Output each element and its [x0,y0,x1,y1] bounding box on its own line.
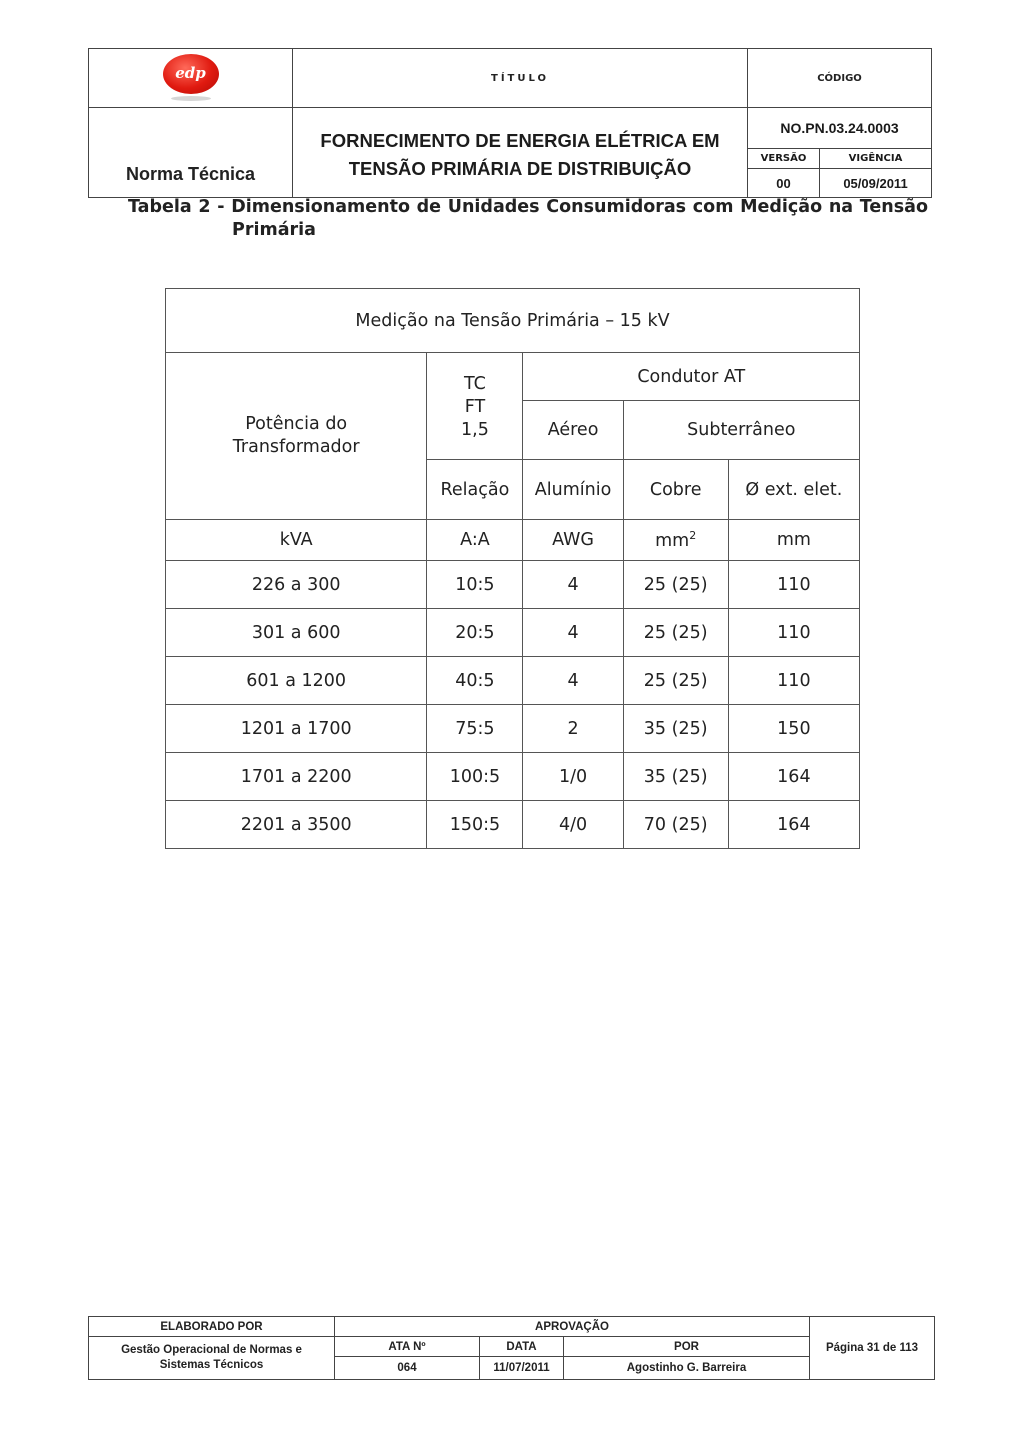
cell-relacao: 100:5 [427,753,523,801]
document-footer [88,1316,935,1380]
cell-cobre: 70 (25) [623,801,728,849]
cell-ext: 164 [728,801,859,849]
cell-aluminio: 4 [523,561,623,609]
tc-label: TC [463,374,486,394]
col-header-cobre: Cobre [623,460,728,520]
cell-relacao: 40:5 [427,657,523,705]
cell-potencia: 2201 a 3500 [166,801,427,849]
cell-potencia: 1701 a 2200 [166,753,427,801]
caption-word: na [828,197,854,217]
col-header-aluminio: Alumínio [523,460,623,520]
caption-word: - [217,197,225,217]
table-row [166,801,860,849]
cell-potencia: 301 a 600 [166,609,427,657]
versao-value: 00 [748,169,820,198]
col-header-aereo: Aéreo [523,401,623,460]
caption-word: Tabela [128,197,192,217]
ft-label: FT [464,397,486,417]
cell-ext: 150 [728,705,859,753]
document-header [88,48,932,198]
elaborado-value: Gestão Operacional de Normas e Sistemas Técnicos [89,1337,335,1380]
cell-aluminio: 2 [523,705,623,753]
document-title-line1: FORNECIMENTO DE ENERGIA ELÉTRICA EM [320,129,720,151]
unit-mm2: $mm^2$ [623,520,728,561]
table-title: Medição na Tensão Primária – 15 kV [166,289,860,353]
unit-awg: AWG [523,520,623,561]
caption-line1 [128,196,928,219]
cell-potencia: 226 a 300 [166,561,427,609]
page-number: Página 31 de 113 [810,1317,935,1380]
cell-relacao: 150:5 [427,801,523,849]
caption-word: Medição [740,197,823,217]
table-row [166,609,860,657]
por-value: Agostinho G. Barreira [564,1357,810,1380]
table-row [166,657,860,705]
col-header-subterraneo: Subterrâneo [623,401,859,460]
col-header-tc-ft [427,353,523,460]
codigo-label: CÓDIGO [748,49,932,108]
table-row [166,561,860,609]
cell-cobre: 25 (25) [623,561,728,609]
cell-ext: 110 [728,609,859,657]
vigencia-label: VIGÊNCIA [820,149,932,169]
data-value: 11/07/2011 [480,1357,564,1380]
cell-ext: 110 [728,561,859,609]
cell-aluminio: 4 [523,657,623,705]
table-caption [128,196,928,242]
ata-value: 064 [335,1357,480,1380]
cell-cobre: 35 (25) [623,753,728,801]
vigencia-value: 05/09/2011 [820,169,932,198]
caption-word: Consumidoras [546,197,687,217]
caption-word: Tensão [859,197,928,217]
caption-line2: Primária [232,220,316,240]
cell-cobre: 25 (25) [623,657,728,705]
cell-relacao: 75:5 [427,705,523,753]
norma-tecnica-label: Norma Técnica [89,108,293,198]
unit-aa: A:A [427,520,523,561]
cell-aluminio: 1/0 [523,753,623,801]
cell-potencia: 601 a 1200 [166,657,427,705]
unit-mm: mm [728,520,859,561]
caption-word: com [692,197,734,217]
edp-logo: edp [163,50,219,102]
document-title [293,108,748,198]
logo-cell [89,49,293,108]
elaborado-label: ELABORADO POR [89,1317,335,1337]
table-row [166,705,860,753]
cell-relacao: 20:5 [427,609,523,657]
versao-label: VERSÃO [748,149,820,169]
col-header-potencia: Potência do Transformador [166,353,427,520]
por-label: POR [564,1337,810,1357]
caption-word: 2 [198,197,211,217]
caption-word: Unidades [447,197,540,217]
codigo-value: NO.PN.03.24.0003 [748,108,932,149]
col-header-condutor: Condutor AT [523,353,860,401]
cell-aluminio: 4/0 [523,801,623,849]
cell-ext: 110 [728,657,859,705]
cell-cobre: 25 (25) [623,609,728,657]
document-title-line2: TENSÃO PRIMÁRIA DE DISTRIBUIÇÃO [348,157,692,179]
col-header-relacao: Relação [427,460,523,520]
cell-potencia: 1201 a 1700 [166,705,427,753]
titulo-label: TÍTULO [293,49,748,108]
col-header-ext: Ø ext. elet. [728,460,859,520]
data-label: DATA [480,1337,564,1357]
caption-word: de [416,197,442,217]
units-row [166,520,860,561]
ata-label: ATA Nº [335,1337,480,1357]
ft-value: 1,5 [461,420,489,440]
cell-relacao: 10:5 [427,561,523,609]
cell-cobre: 35 (25) [623,705,728,753]
caption-word: Dimensionamento [231,197,410,217]
dimensioning-table [165,288,860,849]
cell-ext: 164 [728,753,859,801]
unit-kva: kVA [166,520,427,561]
table-row [166,753,860,801]
cell-aluminio: 4 [523,609,623,657]
aprovacao-label: APROVAÇÃO [335,1317,810,1337]
